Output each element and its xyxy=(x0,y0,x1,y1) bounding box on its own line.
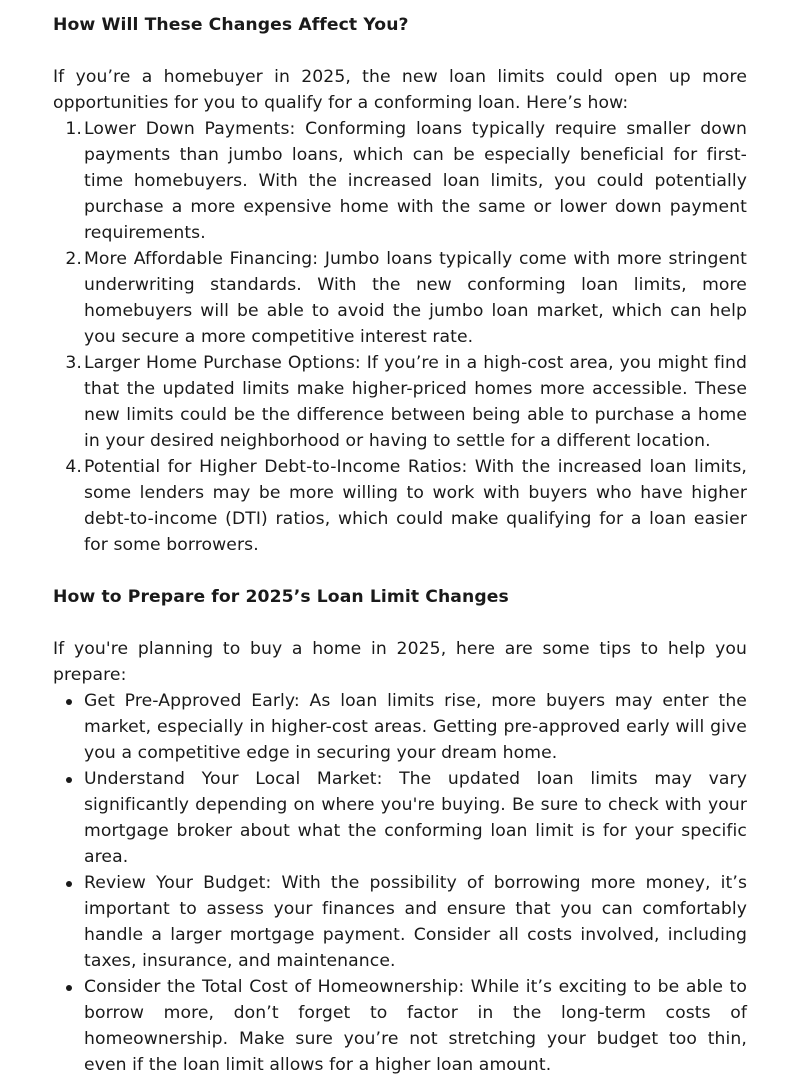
list-item xyxy=(53,350,747,454)
spacer xyxy=(53,610,747,636)
bullet-icon xyxy=(66,985,72,991)
bullet-icon xyxy=(66,699,72,705)
list-item-text: Potential for Higher Debt-to-Income Ratios: With the increased loan limits, some lenders may be more willing to work with buyers who have higher debt-to-income (DTI) ratios, which could make qualifying for a loan easier for some borrowers. xyxy=(84,457,747,555)
list-item-text: Larger Home Purchase Options: If you’re in a high-cost area, you might find that the updated limits make higher-priced homes more accessible. These new limits could be the difference between being able to purchase a home in your desired neighborhood or having to settle for a different location. xyxy=(84,353,747,451)
list-number: 3. xyxy=(65,353,82,373)
bullet-icon xyxy=(66,881,72,887)
list-item xyxy=(53,246,747,350)
spacer xyxy=(53,38,747,64)
list-item-text: Review Your Budget: With the possibility of borrowing more money, it’s important to assess your finances and ensure that you can comfortably handle a larger mortgage payment. Consider all costs involved, including taxes, insurance, and maintenance. xyxy=(84,873,747,971)
list-item xyxy=(53,870,747,974)
list-item xyxy=(53,454,747,558)
list-number: 1. xyxy=(65,119,82,139)
list-item xyxy=(53,688,747,766)
section-heading-prepare: How to Prepare for 2025’s Loan Limit Changes xyxy=(53,587,509,607)
list-item xyxy=(53,766,747,870)
document-page xyxy=(53,12,747,1078)
bullet-icon xyxy=(66,777,72,783)
list-number: 2. xyxy=(65,249,82,269)
list-item xyxy=(53,116,747,246)
numbered-list-effects xyxy=(53,116,747,558)
intro-paragraph-changes: If you’re a homebuyer in 2025, the new loan limits could open up more opportunities for you to qualify for a conforming loan. Here’s how: xyxy=(53,67,747,113)
intro-paragraph-prepare: If you're planning to buy a home in 2025, here are some tips to help you prepare: xyxy=(53,639,747,685)
list-item-text: Consider the Total Cost of Homeownership: While it’s exciting to be able to borrow more, don’t forget to factor in the long-term costs of homeownership. Make sure you’re not stretching your budget too thin, even if the loan limit allows for a higher loan amount. xyxy=(84,977,747,1075)
bullet-list-tips xyxy=(53,688,747,1078)
spacer xyxy=(53,558,747,584)
list-item-text: Lower Down Payments: Conforming loans typically require smaller down payments than jumbo loans, which can be especially beneficial for first-time homebuyers. With the increased loan limits, you could potentially purchase a more expensive home with the same or lower down payment requirements. xyxy=(84,119,747,243)
list-number: 4. xyxy=(65,457,82,477)
section-heading-changes-affect: How Will These Changes Affect You? xyxy=(53,15,409,35)
list-item xyxy=(53,974,747,1078)
list-item-text: More Affordable Financing: Jumbo loans typically come with more stringent underwriting standards. With the new conforming loan limits, more homebuyers will be able to avoid the jumbo loan market, which can help you secure a more competitive interest rate. xyxy=(84,249,747,347)
list-item-text: Get Pre-Approved Early: As loan limits rise, more buyers may enter the market, especially in higher-cost areas. Getting pre-approved early will give you a competitive edge in securing your dream home. xyxy=(84,691,747,763)
list-item-text: Understand Your Local Market: The updated loan limits may vary significantly depending on where you're buying. Be sure to check with your mortgage broker about what the conforming loan limit is for your specific area. xyxy=(84,769,747,867)
